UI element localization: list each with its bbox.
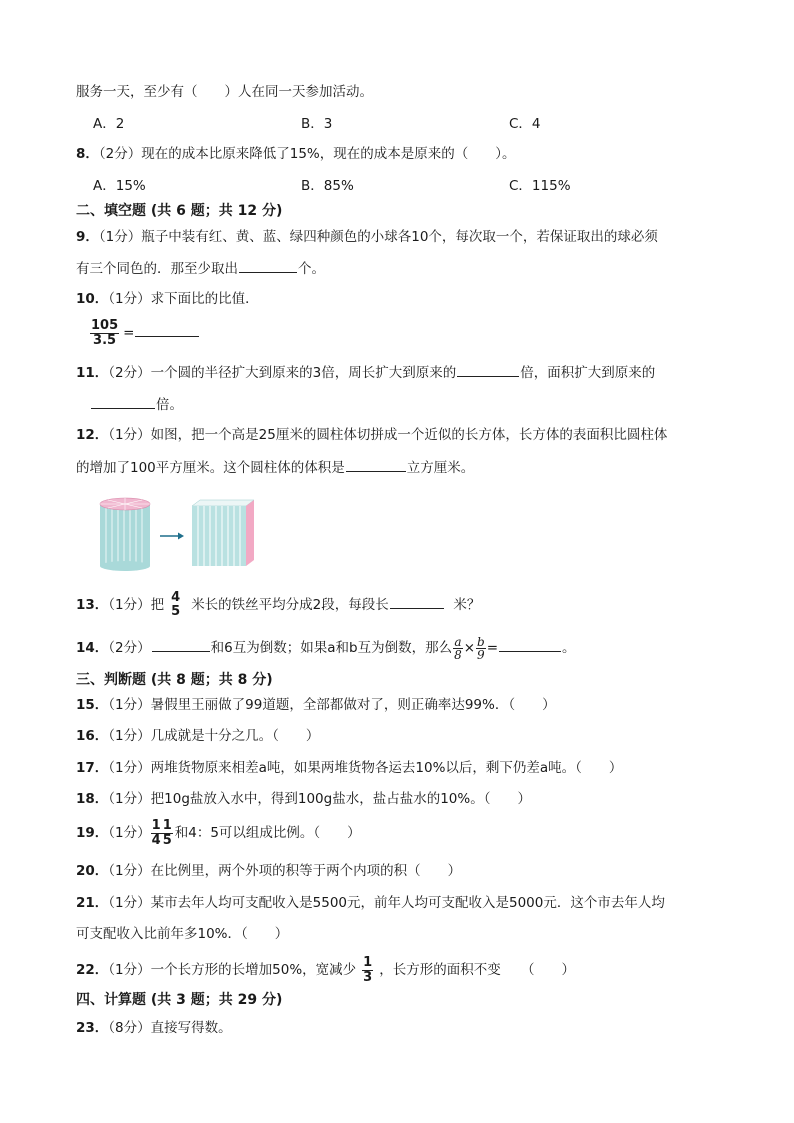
- q21-number: 21．: [76, 895, 109, 911]
- q14-frac1-denominator: 8: [454, 647, 462, 662]
- section-3-heading: 三、判断题 (共 8 题；共 8 分): [76, 672, 273, 688]
- q12-number: 12．: [76, 427, 109, 443]
- q13-fraction: [170, 591, 181, 619]
- q14-line: [76, 634, 734, 662]
- q14-answer-blank-2[interactable]: [499, 637, 561, 652]
- arrow-right-icon: [160, 533, 184, 540]
- q21-line-1: [76, 893, 734, 913]
- q7-option-a: A．2: [93, 116, 125, 132]
- q17-number: 17．: [76, 760, 109, 776]
- q22-stem: （1分）一个长方形的长增加50%，宽减少: [108, 962, 357, 978]
- q10-expression: [90, 318, 734, 348]
- q8-text: [76, 144, 734, 164]
- q19-frac1-denominator: 4: [151, 832, 161, 848]
- q10-numerator: 105: [91, 317, 119, 333]
- q12-answer-blank[interactable]: [346, 457, 406, 472]
- q21-stem: （1分）某市去年人均可支配收入是5500元，前年人均可支配收入是5000元．这个市去年人均: [108, 895, 665, 911]
- q14-number: 14．: [76, 640, 109, 656]
- q22-fraction: [362, 956, 373, 985]
- q23-line: [76, 1018, 734, 1038]
- q11-line-1: [76, 362, 734, 383]
- q18-line: [76, 789, 734, 809]
- q13-line: [76, 590, 734, 620]
- q17-stem: （1分）两堆货物原来相差a吨，如果两堆货物各运去10%以后，剩下仍差a吨。（ ）: [108, 760, 623, 776]
- q11-answer-blank-1[interactable]: [457, 362, 519, 377]
- q22-numerator: 1: [363, 954, 373, 970]
- q14-fraction-a8: [453, 636, 463, 661]
- q11-line-2: [90, 394, 734, 415]
- q14-end: 。: [562, 640, 576, 656]
- cuboid-icon: [192, 500, 254, 566]
- q19-frac1-numerator: 1: [151, 817, 161, 833]
- q14-frac2-numerator: b: [477, 634, 485, 649]
- q9-line-1: [76, 227, 734, 247]
- q17-line: [76, 758, 734, 778]
- q10-fraction: [90, 319, 119, 348]
- q13-number: 13．: [76, 597, 109, 613]
- q19-stem: 和4：5可以组成比例。（ ）: [174, 825, 361, 841]
- q22-line: [76, 954, 734, 986]
- q19-frac2-numerator: 1: [162, 817, 172, 833]
- q12-line-2: [76, 457, 734, 478]
- q14-answer-blank-1[interactable]: [152, 637, 210, 652]
- cylinder-to-cuboid-figure: [96, 494, 266, 574]
- q13-numerator: 4: [171, 590, 181, 605]
- q16-line: [76, 726, 734, 746]
- q7-option-b: B．3: [301, 116, 333, 132]
- q15-line: [76, 695, 734, 715]
- q8-option-c: C．115%: [509, 178, 571, 194]
- q20-stem: （1分）在比例里，两个外项的积等于两个内项的积（ ）: [108, 863, 462, 879]
- q19-fraction-1: [151, 819, 162, 848]
- q22-number: 22．: [76, 962, 109, 978]
- q13-stem: （1分）把: [108, 597, 165, 613]
- q19-fraction-2: [162, 819, 173, 848]
- q13-stem-2: 米长的铁丝平均分成2段，每段长: [191, 597, 389, 613]
- q23-stem: （8分）直接写得数。: [108, 1020, 232, 1036]
- q9-stem: （1分）瓶子中装有红、黄、蓝、绿四种颜色的小球各10个，每次取一个，若保证取出的球必须: [98, 229, 658, 245]
- q11-stem: （2分）一个圆的半径扩大到原来的3倍，周长扩大到原来的: [108, 365, 457, 381]
- cylinder-icon: [100, 498, 150, 571]
- q10-denominator: 3.5: [90, 333, 119, 348]
- q12-unit: 立方厘米。: [406, 460, 475, 476]
- q11-unit: 倍。: [156, 397, 183, 413]
- q13-unit: 米？: [453, 597, 481, 613]
- q10-equals: =: [123, 325, 135, 341]
- q9-number: 9．: [76, 229, 99, 245]
- q22-denominator: 3: [363, 969, 373, 985]
- q19-line: [76, 817, 734, 849]
- q10-number: 10．: [76, 291, 109, 307]
- q9-answer-blank[interactable]: [239, 258, 297, 273]
- q13-denominator: 5: [171, 604, 181, 619]
- q8-stem: （2分）现在的成本比原来降低了15%，现在的成本是原来的（ ）。: [98, 146, 516, 162]
- q11-stem-2: 倍，面积扩大到原来的: [520, 365, 656, 381]
- q16-number: 16．: [76, 728, 109, 744]
- q8-number: 8．: [76, 146, 99, 162]
- q12-line-1: [76, 425, 734, 445]
- q12-stem: （1分）如图，把一个高是25厘米的圆柱体切拼成一个近似的长方体，长方体的表面积比圆柱体: [108, 427, 668, 443]
- section-2-heading: 二、填空题 (共 6 题；共 12 分): [76, 203, 283, 219]
- q12-stem-2: 的增加了100平方厘米。这个圆柱体的体积是: [76, 460, 345, 476]
- q14-equals: =: [486, 640, 499, 656]
- q13-answer-blank[interactable]: [390, 594, 444, 609]
- q11-answer-blank-2[interactable]: [91, 394, 155, 409]
- q14-stem: 和6互为倒数；如果a和b互为倒数，那么: [210, 640, 453, 656]
- q18-stem: （1分）把10g盐放入水中，得到100g盐水，盐占盐水的10%。（ ）: [108, 791, 531, 807]
- q11-number: 11．: [76, 365, 109, 381]
- q14-fraction-b9: [476, 636, 486, 661]
- q21-line-2: 可支配收入比前年多10%．（ ）: [76, 926, 289, 942]
- q14-score: （2分）: [108, 640, 151, 656]
- q15-stem: （1分）暑假里王丽做了99道题，全部都做对了，则正确率达99%．（ ）: [108, 697, 556, 713]
- q9-unit: 个。: [298, 261, 325, 277]
- q18-number: 18．: [76, 791, 109, 807]
- q19-frac2-denominator: 5: [162, 832, 172, 848]
- q10-answer-blank[interactable]: [135, 322, 199, 337]
- q15-number: 15．: [76, 697, 109, 713]
- q9-stem-2: 有三个同色的．那至少取出: [76, 261, 238, 277]
- q14-frac1-numerator: a: [454, 634, 462, 649]
- q7-option-c: C．4: [509, 116, 541, 132]
- q8-option-a: A．15%: [93, 178, 146, 194]
- q19-number: 19．: [76, 825, 109, 841]
- q14-times: ×: [463, 640, 476, 656]
- q20-line: [76, 861, 734, 881]
- q14-frac2-denominator: 9: [477, 647, 485, 662]
- q8-option-b: B．85%: [301, 178, 354, 194]
- q10-line: [76, 289, 734, 309]
- q19-score: （1分）: [108, 825, 151, 841]
- q22-stem-2: ，长方形的面积不变 （ ）: [379, 962, 575, 978]
- q7-continuation: 服务一天，至少有（ ）人在同一天参加活动。: [76, 84, 373, 100]
- q16-stem: （1分）几成就是十分之几。（ ）: [108, 728, 320, 744]
- q10-stem: （1分）求下面比的比值．: [108, 291, 259, 307]
- q23-number: 23．: [76, 1020, 109, 1036]
- section-4-heading: 四、计算题 (共 3 题；共 29 分): [76, 992, 283, 1008]
- q9-line-2: [76, 258, 734, 279]
- q20-number: 20．: [76, 863, 109, 879]
